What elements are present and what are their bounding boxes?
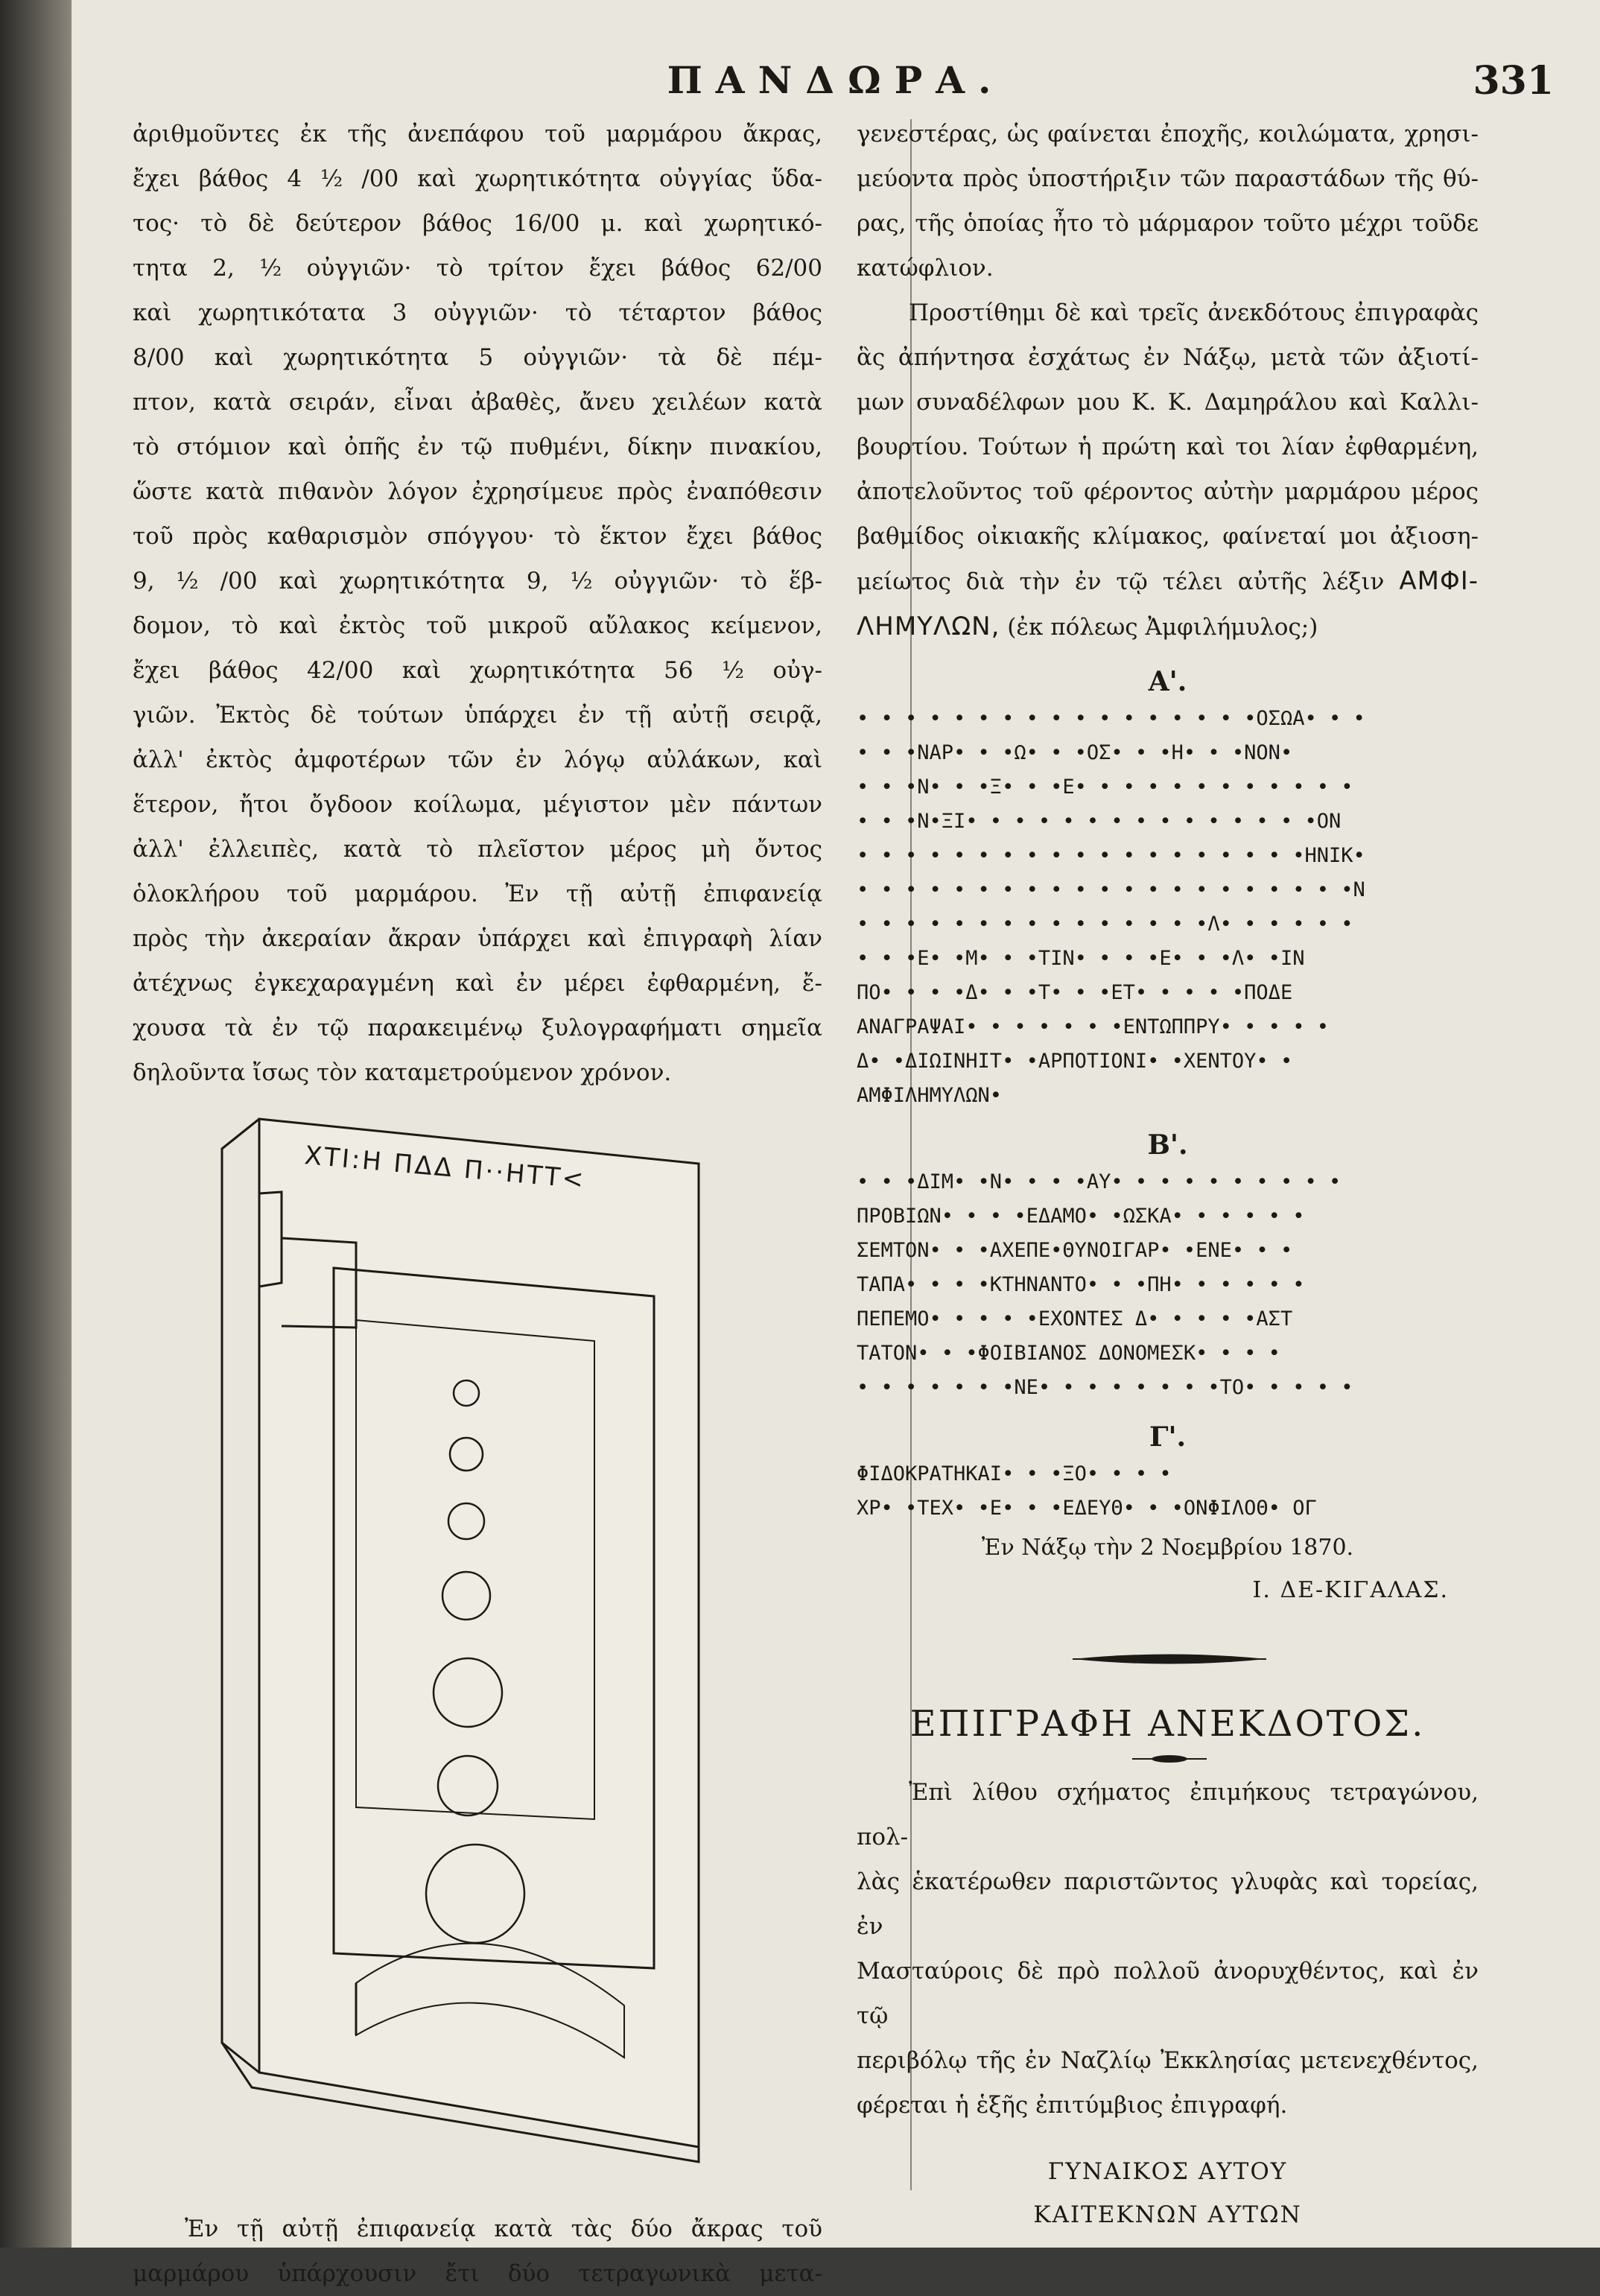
text-line: ἀποτελοῦντος τοῦ φέροντος αὐτὴν μαρμάρου μέρος — [857, 478, 1479, 505]
text-line: ἀριθμοῦντες ἐκ τῆς ἀνεπάφου τοῦ μαρμάρου ἄκρας, — [133, 121, 822, 148]
left-paragraph — [133, 112, 822, 1095]
text-line: ρας, τῆς ὁποίας ἦτο τὸ μάρμαρον τοῦτο μέχρι τοῦδε — [857, 210, 1479, 237]
intro-final-text: (ἐκ πόλεως Ἀμφιλήμυλος;) — [1000, 614, 1318, 641]
woodcut-figure — [133, 1104, 822, 2207]
text-line: ἔχει βάθος 4 ½ /00 καὶ χωρητικότητα οὐγγίας ὕδα- — [133, 165, 822, 192]
inscription-line: • • •ΔΙΜ• •Ν• • • •ΑΥ• • • • • • • • • • — [857, 1170, 1342, 1193]
right-column — [857, 112, 1479, 2236]
inscription-line: • • •Ν• • •Ξ• • •Ε• • • • • • • • • • • • — [857, 776, 1353, 799]
text-line: ὁλοκλήρου τοῦ μαρμάρου. Ἐν τῇ αὐτῇ ἐπιφανείᾳ — [133, 881, 822, 907]
text-line: φέρεται ἡ ἑξῆς ἐπιτύμβιος ἐπιγραφή. — [857, 2092, 1288, 2119]
inscription-line: ΣΕΜΤΟΝ• • •ΑΧΕΠΕ•ΘΥΝΟΙΓΑΡ• •ΕΝΕ• • • — [857, 1239, 1293, 1262]
page — [72, 0, 1600, 2287]
text-line: Μασταύροις δὲ πρὸ πολλοῦ ἀνορυχθέντος, καὶ ἐν τῷ — [857, 1958, 1479, 2029]
highlighted-word: ΑΜΦΙ- — [1399, 566, 1479, 596]
text-line: κατώφλιον. — [857, 255, 994, 282]
text-line: Ἐπὶ λίθου σχήματος ἐπιμήκους τετραγώνου, πολ- — [857, 1779, 1479, 1851]
inscription-line: ΠΡΟΒΙΩΝ• • • •ΕΔΑΜΟ• •ΩΣΚΑ• • • • • • — [857, 1205, 1305, 1228]
left-column — [133, 112, 822, 2296]
text-line: τοῦ πρὸς καθαρισμὸν σπόγγου· τὸ ἕκτον ἔχει βάθος — [133, 523, 822, 550]
text-line: ἕτερον, ἤτοι ὄγδοον κοίλωμα, μέγιστον μὲν πάντων — [133, 791, 822, 818]
text-line: γιῶν. Ἐκτὸς δὲ τούτων ὑπάρχει ἐν τῇ αὐτῇ σειρᾷ, — [133, 702, 822, 729]
text-line: ἃς ἀπήντησα ἐσχάτως ἐν Νάξῳ, μετὰ τῶν ἀξιοτί- — [857, 344, 1479, 371]
inscription-line: ΤΑΤΟΝ• • •ΦΟΙΒΙΑΝΟΣ ΔΟΝΟΜΕΣΚ• • • • — [857, 1342, 1280, 1365]
dateline: Ἐν Νάξῳ τὴν 2 Νοεμβρίου 1870. — [981, 1535, 1354, 1561]
section-b-heading: Β'. — [1147, 1129, 1188, 1161]
text-line: λὰς ἑκατέρωθεν παριστῶντος γλυφὰς καὶ τορείας, ἐν — [857, 1868, 1479, 1940]
inscription-line: • • •Ν•ΞΙ• • • • • • • • • • • • • • •ΟΝ — [857, 810, 1342, 833]
article-title: ΕΠΙΓΡΑΦΗ ΑΝΕΚΔΟΤΟΣ. — [909, 1703, 1426, 1745]
intro-line-text: μείωτος διὰ τὴν ἐν τῷ τέλει αὐτῆς λέξιν — [857, 568, 1400, 595]
article-paragraph — [857, 1770, 1479, 2128]
binding-gutter — [0, 0, 72, 2248]
text-line: τος· τὸ δὲ δεύτερον βάθος 16/00 μ. καὶ χωρητικό- — [133, 210, 822, 237]
inscription-line: ΑΜΦΙΛΗΜΥΛΩΝ• — [857, 1084, 1003, 1107]
epitaph-line: ΓΥΝΑΙΚΟΣ ΑΥΤΟΥ — [1047, 2158, 1288, 2185]
text-line — [857, 559, 1479, 604]
text-line: ἀλλ' ἐλλειπὲς, κατὰ τὸ πλεῖστον μέρος μὴ ὄντος — [133, 836, 822, 863]
inscription-line: • • • • • • • • • • • • • • • • • • •ΗΝΙΚ• — [857, 844, 1365, 867]
figure-inscription: ΧΤΙ:Η ΠΔΔ Π··ΗΤΤ< — [303, 1141, 587, 1195]
text-line: μων συναδέλφων μου Κ. Κ. Δαμηράλου καὶ Καλλι- — [857, 389, 1479, 416]
text-line: γενεστέρας, ὡς φαίνεται ἐποχῆς, κοιλώματα, χρησι- — [857, 121, 1479, 148]
text-line: Προστίθημι δὲ καὶ τρεῖς ἀνεκδότους ἐπιγραφὰς — [909, 299, 1479, 326]
journal-title: ΠΑΝΔΩΡΑ. — [667, 58, 1005, 102]
text-line: 8/00 καὶ χωρητικότητα 5 οὐγγιῶν· τὰ δὲ πέμ- — [133, 344, 822, 371]
left-closing-paragraph — [133, 2207, 822, 2296]
text-line: μαρμάρου ὑπάρχουσιν ἔτι δύο τετραγωνικὰ μετα- — [133, 2260, 822, 2287]
text-line: καὶ χωρητικότατα 3 οὐγγιῶν· τὸ τέταρτον βάθος — [133, 299, 822, 326]
text-line: χουσα τὰ ἐν τῷ παρακειμένῳ ξυλογραφήματι σημεῖα — [133, 1015, 822, 1041]
text-line: ἀλλ' ἐκτὸς ἀμφοτέρων τῶν ἐν λόγῳ αὐλάκων, καὶ — [133, 746, 822, 773]
running-header — [72, 58, 1600, 110]
inscription-line: • • • • • • • • • • • • • • • • • • • • •Ν — [857, 878, 1365, 901]
inscription-line: • • • • • • • • • • • • • • • • •ΟΣΩΑ• • • — [857, 707, 1365, 730]
inscription-b — [857, 1165, 1479, 1405]
text-line: ἔχει βάθος 42/00 καὶ χωρητικότητα 56 ½ οὐγ- — [133, 657, 822, 684]
text-line: μεύοντα πρὸς ὑποστήριξιν τῶν παραστάδων τῆς θύ- — [857, 165, 1479, 192]
inscription-line: ΤΑΠΑ• • • •ΚΤΗΝΑΝΤΟ• • •ΠΗ• • • • • • — [857, 1273, 1305, 1296]
author-signature: Ι. ΔΕ-ΚΙΓΑΛΑΣ. — [1252, 1577, 1449, 1603]
marble-slab-drawing — [133, 1104, 822, 2207]
text-line: Ἐν τῇ αὐτῇ ἐπιφανείᾳ κατὰ τὰς δύο ἄκρας τοῦ — [185, 2216, 822, 2242]
text-line: τὸ στόμιον καὶ ὀπῆς ἐν τῷ πυθμένι, δίκην πινακίου, — [133, 434, 822, 460]
title-ornament — [857, 1748, 1479, 1770]
text-line: τητα 2, ½ οὐγγιῶν· τὸ τρίτον ἔχει βάθος 62/00 — [133, 255, 822, 282]
text-line: δηλοῦντα ἴσως τὸν καταμετρούμενον χρόνον. — [133, 1059, 672, 1086]
text-line: βουρτίου. Τούτων ἡ πρώτη καὶ τοι λίαν ἐφθαρμένη, — [857, 434, 1479, 460]
epitaph-line: ΚΑΙΤΕΚΝΩΝ ΑΥΤΩΝ — [1033, 2201, 1302, 2228]
text-line: βαθμίδος οἰκιακῆς κλίμακος, φαίνεταί μοι ἀξιοση- — [857, 523, 1479, 550]
inscription-c — [857, 1457, 1479, 1526]
inscription-line: ΠΕΠΕΜΟ• • • • •ΕΧΟΝΤΕΣ Δ• • • • •ΑΣΤ — [857, 1307, 1293, 1331]
text-line: 9, ½ /00 καὶ χωρητικότητα 9, ½ οὐγγιῶν· τὸ ἕβ- — [133, 568, 822, 594]
inscription-line: • • •Ε• •Μ• • •ΤΙΝ• • • •Ε• • •Λ• •ΙΝ — [857, 947, 1305, 970]
inscription-line: ΠΟ• • • •Δ• • •Τ• • •ΕΤ• • • • •ΠΟΔΕ — [857, 981, 1293, 1004]
section-c-heading: Γ'. — [1149, 1421, 1187, 1453]
text-line: ὥστε κατὰ πιθανὸν λόγον ἐχρησίμευε πρὸς ἐναπόθεσιν — [133, 478, 822, 505]
inscription-line: • • •ΝΑΡ• • •Ω• • •ΟΣ• • •Η• • •ΝΟΝ• — [857, 741, 1293, 764]
section-rule — [857, 1633, 1479, 1685]
inscription-line: • • • • • • • • • • • • • • •Λ• • • • • • — [857, 913, 1353, 936]
text-line: δομον, τὸ καὶ ἐκτὸς τοῦ μικροῦ αὔλακος κείμενον, — [133, 612, 822, 639]
intro-final-line — [857, 604, 1479, 650]
text-line: πτον, κατὰ σειράν, εἶναι ἀβαθὲς, ἄνευ χειλέων κατὰ — [133, 389, 822, 416]
inscription-line: • • • • • • •ΝΕ• • • • • • • •ΤΟ• • • • • — [857, 1376, 1353, 1399]
text-line: περιβόλῳ τῆς ἐν Ναζλίῳ Ἐκκλησίας μετενεχθέντος, — [857, 2047, 1479, 2074]
section-a-heading: Α'. — [1148, 666, 1187, 697]
epitaph — [857, 2150, 1479, 2236]
inscription-line: Δ• •ΔΙΩΙΝΗΙΤ• •ΑΡΠΟΤΙΟΝΙ• •ΧΕΝΤΟΥ• • — [857, 1050, 1293, 1073]
inscription-a — [857, 702, 1479, 1113]
intro-paragraph — [857, 291, 1479, 650]
inscription-line: ΑΝΑΓΡΑΨΑΙ• • • • • • •ΕΝΤΩΠΠΡΥ• • • • • — [857, 1015, 1329, 1038]
inscription-line: ΦΙΔΟΚΡΑΤΗΚΑΙ• • •ΞΟ• • • • — [857, 1462, 1172, 1485]
inscription-line: ΧΡ• •ΤΕΧ• •Ε• • •ΕΔΕΥΘ• • •ΟΝΦΙΛΟΘ• ΟΓ — [857, 1497, 1317, 1520]
highlighted-word-end: ΛΗΜΥΛΩΝ, — [857, 612, 1000, 641]
page-number: 331 — [1473, 58, 1554, 104]
text-line: ἀτέχνως ἐγκεχαραγμένη καὶ ἐν μέρει ἐφθαρμένη, ἔ- — [133, 970, 822, 997]
text-line: πρὸς τὴν ἀκεραίαν ἄκραν ὑπάρχει καὶ ἐπιγραφὴ λίαν — [133, 925, 822, 952]
continuation-paragraph — [857, 112, 1479, 291]
